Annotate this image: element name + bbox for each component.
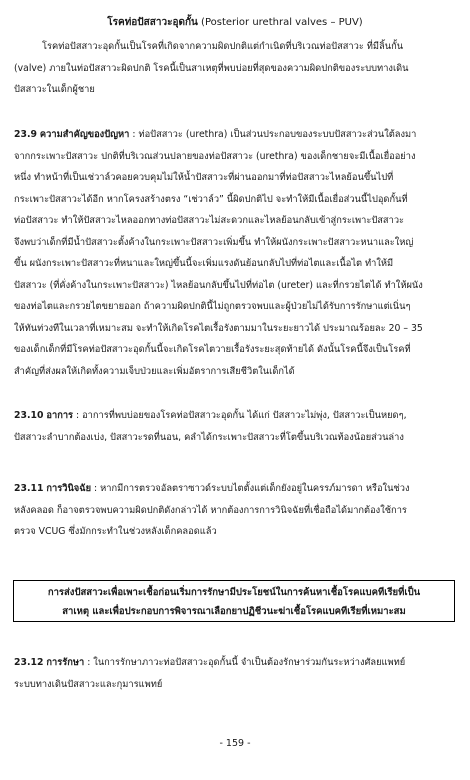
section-heading: อาการ: [46, 410, 74, 421]
section-heading-line: [14, 405, 460, 427]
section-heading: ความสำคัญของปัญหา: [39, 129, 130, 140]
text-line: หนึ่ง ทำหน้าที่เป็นเช่วาล์วคอยควบคุมไม่ให้น้ำปัสสาวะที่ผ่านออกมาที่ท่อปัสสาวะไหลย้อนขึ้นไปที่: [14, 172, 394, 183]
section-heading: การวินิจฉัย: [46, 483, 92, 494]
text-line: ปัสสาวะลำบากต้องเบ่ง, ปัสสาวะรดที่นอน, คลำได้กระเพาะปัสสาวะที่โตขึ้นบริเวณท้องน้อยส่วนล่าง: [14, 431, 404, 443]
section-first-line: : หากมีการตรวจอัลตราซาวด์ระบบไตตั้งแต่เด็กยังอยู่ในครรภ์มารดา หรือในช่วง: [94, 483, 410, 494]
text-line: ปัสสาวะ (ที่คั่งค้างในกระเพาะปัสสาวะ) ไหลย้อนกลับขึ้นไปที่ท่อไต (ureter) และที่กรวยไตได้ ทำให้ผนัง: [14, 279, 423, 291]
section-23-12: [14, 652, 460, 695]
section-first-line: : อาการที่พบบ่อยของโรคท่อปัสสาวะอุดกั้น ได้แก่ ปัสสาวะไม่พุ่ง, ปัสสาวะเป็นหยดๆ,: [76, 410, 407, 421]
page-number: - 159 -: [219, 738, 251, 749]
section-number: 23.11: [14, 483, 44, 494]
callout-line: สาเหตุ และเพื่อประกอบการพิจารณาเลือกยาปฏิชีวนะฆ่าเชื้อโรคแบคทีเรียที่เหมาะสม: [62, 606, 406, 617]
text-line: ปัสสาวะในเด็กผู้ชาย: [14, 84, 95, 95]
section-first-line: : ท่อปัสสาวะ (urethra) เป็นส่วนประกอบของระบบปัสสาวะส่วนใต้ลงมา: [132, 129, 417, 140]
text-line: หลังคลอด ก็อาจตรวจพบความผิดปกติดังกล่าวได้ หากต้องการการวินิจฉัยที่เชื่อถือได้มากต้องใช้การ: [14, 504, 407, 516]
callout-line: การส่งปัสสาวะเพื่อเพาะเชื้อก่อนเริ่มการรักษามีประโยชน์ในการค้นหาเชื้อโรคแบคทีเรียที่เป็น: [47, 587, 421, 598]
text-line: ขึ้น ผนังกระเพาะปัสสาวะที่หนาและใหญ่ขึ้นนี้จะเพิ่มแรงดันย้อนกลับไปที่ท่อไตและเนื้อไต ทำให้มี: [14, 258, 394, 269]
text-line: ให้ทันท่วงทีในเวลาที่เหมาะสม จะทำให้เกิดโรคไตเรื้อรังตามมาในระยะยาวได้ ประมาณร้อยละ 20 – 35: [14, 322, 423, 334]
section-23-10: [14, 405, 460, 448]
text-line: จากกระเพาะปัสสาวะ ปกติที่บริเวณส่วนปลายของท่อปัสสาวะ (urethra) ของเด็กชายจะมีเนื้อเยื่ออย่าง: [14, 150, 416, 162]
text-line: กระเพาะปัสสาวะได้อีก หากโครงสร้างตรง “เช่วาล์ว” นี้ผิดปกติไป จะทำให้มีเนื้อเยื่อส่วนนี้ไปอุดกั้นที่: [14, 193, 408, 205]
text-line: ของท่อไตและกรวยไตขยายออก ถ้าความผิดปกตินี้ไม่ถูกตรวจพบและผู้ป่วยไม่ได้รับการรักษาแต่เนิ่นๆ: [14, 301, 411, 312]
section-heading-line: [14, 124, 460, 146]
section-heading-line: [14, 478, 460, 500]
section-heading: การรักษา: [46, 657, 85, 668]
page-title: [0, 16, 470, 29]
section-heading-line: [14, 652, 460, 674]
text-line: ท่อปัสสาวะ ทำให้ปัสสาวะไหลออกทางท่อปัสสาวะไม่สะดวกและไหลย้อนกลับเข้าสู่กระเพาะปัสสาวะ: [14, 215, 405, 226]
section-number: 23.10: [14, 410, 44, 421]
section-23-11: [14, 478, 460, 543]
section-number: 23.9: [14, 129, 37, 140]
title-english: (Posterior urethral valves – PUV): [201, 17, 363, 28]
text-line: (valve) ภายในท่อปัสสาวะผิดปกติ โรคนี้เป็นสาเหตุที่พบบ่อยที่สุดของความผิดปกติของระบบทางเดิน: [14, 62, 409, 74]
text-line: ของเด็กเด็กที่มีโรคท่อปัสสาวะอุดกั้นนี้จะเกิดโรคไตวายเรื้อรังระยะสุดท้ายได้ ดังนั้นโรคนี้จึงเป็นโรคที่: [14, 344, 411, 355]
callout-box: [13, 580, 455, 622]
text-line: โรคท่อปัสสาวะอุดกั้นเป็นโรคที่เกิดจากความผิดปกติแต่กำเนิดที่บริเวณท่อปัสสาวะ ที่มีลิ้นกั้น: [42, 41, 404, 52]
text-line: สำคัญที่ส่งผลให้เกิดทั้งความเจ็บป่วยและเพิ่มอัตราการเสียชีวิตในเด็กได้: [14, 365, 295, 377]
text-line: ตรวจ VCUG ซึ่งมักกระทำในช่วงหลังเด็กคลอดแล้ว: [14, 526, 217, 537]
section-first-line: : ในการรักษาภาวะท่อปัสสาวะอุดกั้นนี้ จำเป็นต้องรักษาร่วมกันระหว่างศัลยแพทย์: [87, 657, 406, 668]
intro-paragraph: [14, 36, 460, 101]
section-23-9: [14, 124, 460, 382]
text-line: จึงพบว่าเด็กที่มีน้ำปัสสาวะตั้งค้างในกระเพาะปัสสาวะเพิ่มขึ้น ทำให้ผนังกระเพาะปัสสาวะหนาและใหญ่: [14, 236, 414, 248]
text-line: ระบบทางเดินปัสสาวะและกุมารแพทย์: [14, 678, 163, 690]
title-thai: โรคท่อปัสสาวะอุดกั้น: [107, 17, 198, 28]
section-number: 23.12: [14, 657, 44, 668]
